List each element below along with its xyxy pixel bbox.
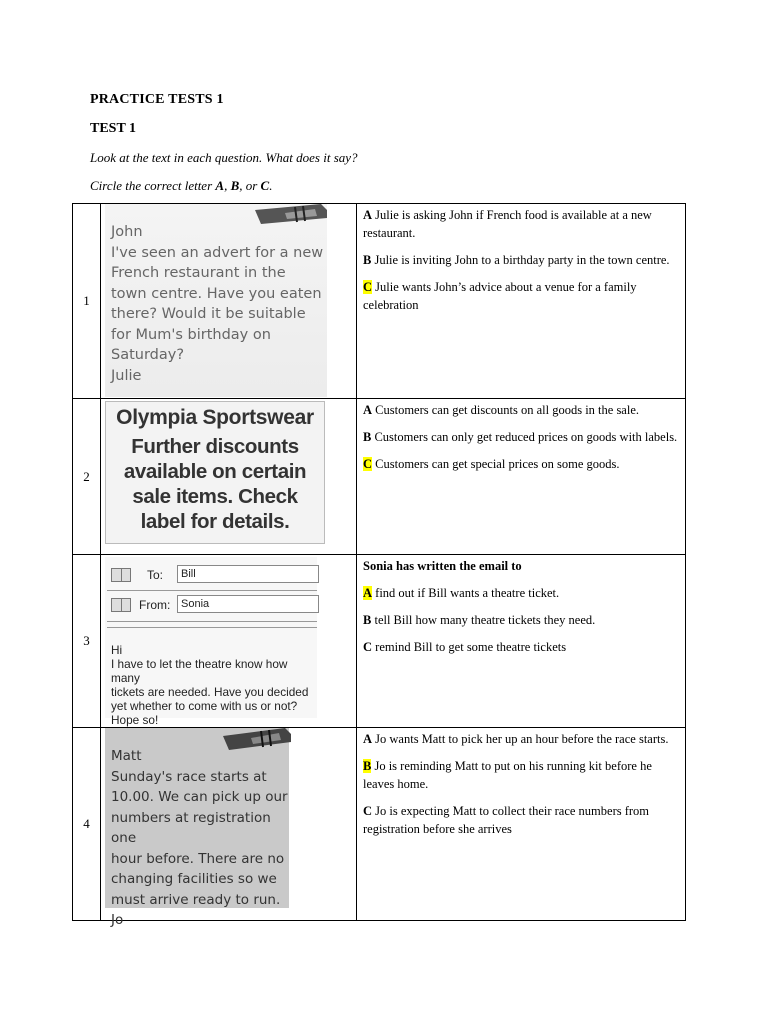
address-book-icon bbox=[111, 598, 131, 612]
answer-options bbox=[357, 555, 686, 728]
note-text: John I've seen an advert for a new French restaurant in the town centre. Have you eaten there? Would it be suitable for Mum's birthday on Saturday? Julie bbox=[111, 224, 324, 384]
option-c[interactable]: C Julie wants John’s advice about a venue for a family celebration bbox=[363, 280, 637, 312]
email-to-row: To: Bill bbox=[111, 565, 317, 587]
option-c[interactable]: C Jo is expecting Matt to collect their race numbers from registration before she arrives bbox=[363, 804, 650, 836]
question-lead: Sonia has written the email to bbox=[363, 559, 522, 573]
option-a[interactable]: A Customers can get discounts on all goods in the sale. bbox=[363, 403, 640, 417]
question-image-cell bbox=[101, 728, 357, 928]
question-row-4 bbox=[73, 728, 686, 921]
question-image-cell bbox=[101, 555, 357, 728]
option-a[interactable]: A find out if Bill wants a theatre ticket. bbox=[363, 586, 560, 600]
question-row-1 bbox=[73, 204, 686, 399]
option-b[interactable]: B Julie is inviting John to a birthday party in the town centre. bbox=[363, 253, 670, 267]
email-to-field: Bill bbox=[177, 565, 319, 583]
instruction-text: Look at the text in each question. What does it say? bbox=[90, 150, 358, 165]
sign-text: Further discounts available on certain sale items. Check label for details. bbox=[123, 435, 307, 533]
option-a[interactable]: A Julie is asking John if French food is available at a new restaurant. bbox=[363, 208, 652, 240]
option-b[interactable]: B tell Bill how many theatre tickets they need. bbox=[363, 613, 596, 627]
divider bbox=[107, 621, 317, 622]
divider bbox=[107, 590, 317, 591]
question-row-3 bbox=[73, 555, 686, 728]
sign-image bbox=[105, 401, 325, 544]
answer-options bbox=[357, 728, 686, 921]
question-row-2 bbox=[73, 399, 686, 555]
question-number: 4 bbox=[73, 728, 101, 921]
handwritten-note-image bbox=[105, 204, 327, 397]
email-body: Hi I have to let the theatre know how many tickets are needed. Have you decided yet whether to come with us or not? Hope so! bbox=[111, 643, 309, 727]
sign-brand: Olympia Sportswear bbox=[116, 406, 314, 429]
address-book-icon bbox=[111, 568, 131, 582]
instruction-circle-text: Circle the correct letter A, B, or C. bbox=[90, 178, 273, 193]
email-image bbox=[105, 557, 317, 727]
question-number: 3 bbox=[73, 555, 101, 728]
question-image-cell bbox=[101, 399, 357, 555]
email-from-row: From: Sonia bbox=[111, 595, 317, 617]
option-b[interactable]: B Jo is reminding Matt to put on his running kit before he leaves home. bbox=[363, 759, 652, 791]
answer-options bbox=[357, 204, 686, 399]
option-c[interactable]: C Customers can get special prices on some goods. bbox=[363, 457, 620, 471]
question-number: 1 bbox=[73, 204, 101, 399]
handwritten-note-image bbox=[105, 728, 289, 928]
document-title: PRACTICE TESTS 1 bbox=[90, 92, 224, 107]
option-b[interactable]: B Customers can only get reduced prices on goods with labels. bbox=[363, 430, 678, 444]
divider bbox=[107, 627, 317, 628]
note-text: Matt Sunday's race starts at 10.00. We can pick up our numbers at registration one hour before. There are no changing facilities so we must arrive ready to run. Jo bbox=[111, 748, 288, 928]
answer-options bbox=[357, 399, 686, 555]
email-from-field: Sonia bbox=[177, 595, 319, 613]
test-heading: TEST 1 bbox=[90, 121, 137, 136]
question-number: 2 bbox=[73, 399, 101, 555]
question-image-cell bbox=[101, 204, 357, 399]
option-a[interactable]: A Jo wants Matt to pick her up an hour before the race starts. bbox=[363, 732, 669, 746]
option-c[interactable]: C remind Bill to get some theatre tickets bbox=[363, 640, 567, 654]
questions-table bbox=[72, 203, 686, 928]
